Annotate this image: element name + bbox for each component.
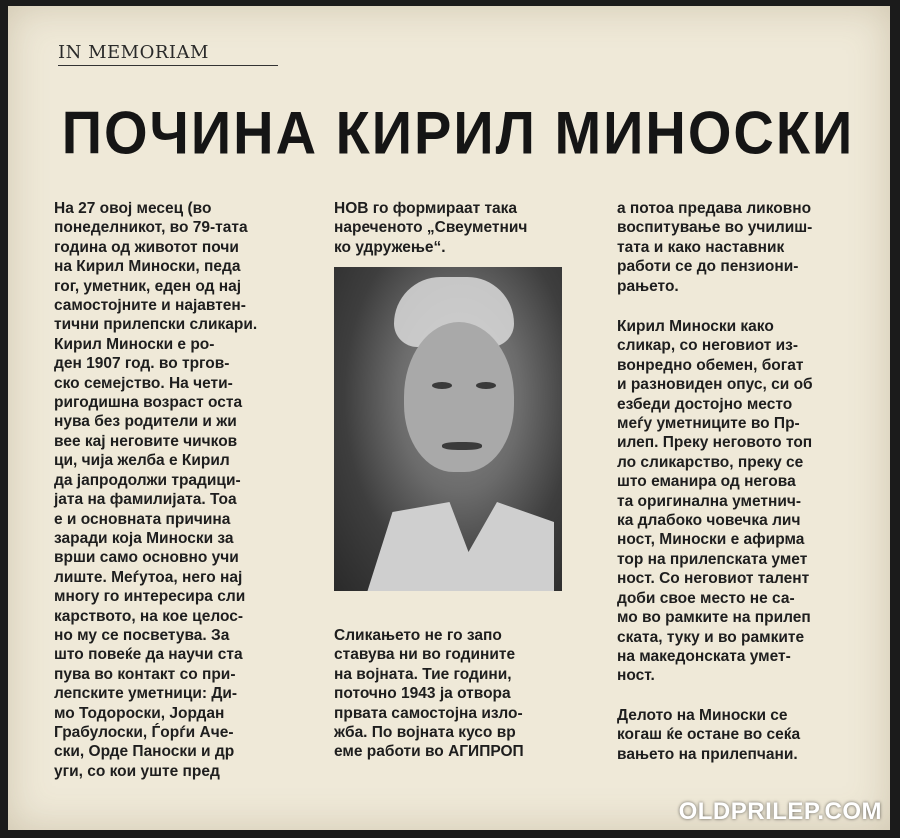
photo-mouth <box>442 442 482 450</box>
text-line: жба. По војната кусо вр <box>334 724 516 742</box>
text-line: но му се посветува. За <box>54 626 230 644</box>
column-2-bottom <box>334 626 566 762</box>
text-line: Грабулоски, Ѓорѓи Аче- <box>54 723 234 741</box>
text-line: ски, Орде Паноски и др <box>54 743 235 761</box>
text-line: ригодишна возраст оста <box>54 394 243 412</box>
text-line: ко удружење“. <box>334 238 446 256</box>
photo-shirt <box>364 502 554 591</box>
text-line: мо во рамките на прилеп <box>617 609 811 627</box>
text-line: рањето. <box>617 277 679 295</box>
text-line: Делото на Миноски се <box>617 707 788 724</box>
text-line: На 27 овој месец (во <box>54 200 212 217</box>
text-line: првата самостојна изло- <box>334 704 523 722</box>
text-line: заради која Миноски за <box>54 529 234 547</box>
text-line: поточно 1943 ја отвора <box>334 685 511 703</box>
text-line: ден 1907 год. во тргов- <box>54 355 230 373</box>
column-3-bottom <box>617 706 847 764</box>
text-line: тор на прилепската умет <box>617 550 808 568</box>
text-line: е и основната причина <box>54 510 231 528</box>
column-2-top <box>334 199 566 257</box>
text-line: Кирил Миноски е ро- <box>54 335 215 353</box>
text-line: уги, со кои уште пред <box>54 762 220 780</box>
text-line: доби свое место не са- <box>617 589 795 607</box>
text-line: нува без родители и жи <box>54 413 237 431</box>
text-line: ставува ни во годините <box>334 646 516 664</box>
headline: ПОЧИНА КИРИЛ МИНОСКИ <box>61 98 855 167</box>
text-line: тата и како наставник <box>617 238 785 256</box>
text-line: ци, чија желба е Кирил <box>54 452 230 470</box>
text-line: тични прилепски сликари. <box>54 316 258 334</box>
text-line: да јапродолжи традици- <box>54 471 241 489</box>
column-1 <box>54 199 280 781</box>
text-line: илеп. Преку неговото топ <box>617 434 813 452</box>
site-watermark: OLDPRILEP.COM <box>678 798 882 825</box>
photo-eye-right <box>476 382 496 389</box>
text-line: ло сликарство, преку се <box>617 453 804 471</box>
text-line: нареченото „Свеуметнич <box>334 219 528 237</box>
text-line: гог, уметник, еден од нај <box>54 277 242 295</box>
text-line: на македонската умет- <box>617 647 791 665</box>
text-line: ност. <box>617 667 655 685</box>
text-line: Сликањето не го запо <box>334 627 502 644</box>
text-line: воспитување во училиш- <box>617 219 813 237</box>
section-kicker: IN MEMORIAM <box>58 42 278 66</box>
text-line: што еманира од негова <box>617 473 796 491</box>
text-line: многу го интересира сли <box>54 588 246 606</box>
text-line: еме работи во АГИПРОП <box>334 743 524 761</box>
text-line: ност. Со неговиот талент <box>617 570 810 588</box>
text-line: понеделникот, во 79-тата <box>54 219 248 237</box>
text-line: на Кирил Миноски, педа <box>54 258 241 276</box>
text-line: вањето на прилепчани. <box>617 745 798 763</box>
text-line: ност, Миноски е афирма <box>617 531 805 549</box>
text-line: вее кај неговите чичков <box>54 432 238 450</box>
text-line: меѓу уметниците во Пр- <box>617 415 800 433</box>
text-line: а потоа предава ликовно <box>617 200 812 217</box>
text-line: та оригинална уметнич- <box>617 492 802 510</box>
text-line: ско семејство. На чети- <box>54 374 233 392</box>
text-line: сликар, со неговиот из- <box>617 337 798 355</box>
text-line: врши само основно учи <box>54 549 239 567</box>
text-line: што повеќе да научи ста <box>54 646 243 664</box>
column-3-middle <box>617 317 847 686</box>
portrait-photo <box>334 267 562 591</box>
text-line: јата на фамилијата. Тоа <box>54 491 237 509</box>
column-3-top <box>617 199 847 296</box>
text-line: работи се до пензиони- <box>617 258 799 276</box>
text-line: и разновиден опус, си об <box>617 376 813 394</box>
text-line: на војната. Тие години, <box>334 665 512 683</box>
text-line: ка длабоко човечка лич <box>617 512 801 530</box>
text-line: пува во контакт со при- <box>54 665 236 683</box>
text-line: лепските уметници: Ди- <box>54 685 238 703</box>
text-line: ската, туку и во рамките <box>617 628 805 646</box>
photo-eye-left <box>432 382 452 389</box>
text-line: самостојните и најавтен- <box>54 297 246 315</box>
text-line: вонредно обемен, богат <box>617 356 804 374</box>
text-line: мо Тодороски, Јордан <box>54 704 225 722</box>
text-line: езбеди достојно место <box>617 395 793 413</box>
text-line: карството, на кое целос- <box>54 607 244 625</box>
text-line: когаш ќе остане во сеќа <box>617 726 801 744</box>
text-line: Кирил Миноски како <box>617 318 774 335</box>
text-line: година од животот почи <box>54 238 239 256</box>
text-line: лиште. Меѓутоа, него нај <box>54 568 243 586</box>
text-line: НОВ го формираат така <box>334 200 518 217</box>
